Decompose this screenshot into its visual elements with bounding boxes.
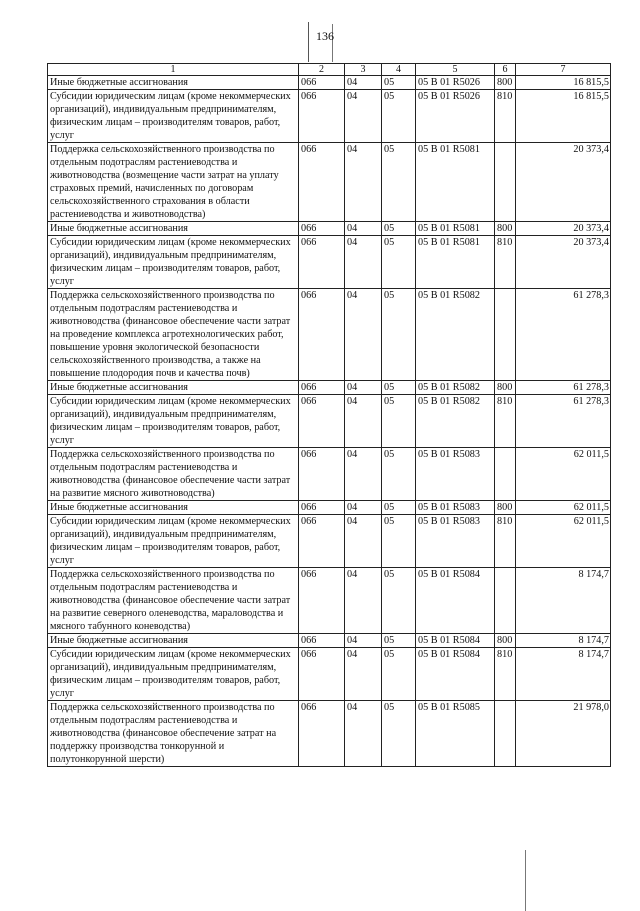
cell-name: Иные бюджетные ассигнования: [48, 634, 299, 648]
cell-amount: 8 174,7: [516, 568, 611, 634]
cell-ministry: 066: [299, 143, 345, 222]
cell-subsection: 05: [382, 222, 416, 236]
cell-amount: 61 278,3: [516, 289, 611, 381]
cell-expense-type: [495, 701, 516, 767]
cell-expense-type: [495, 568, 516, 634]
cell-ministry: 066: [299, 634, 345, 648]
cell-subsection: 05: [382, 634, 416, 648]
page-number: 136: [316, 29, 334, 43]
cell-subsection: 05: [382, 515, 416, 568]
cell-ministry: 066: [299, 515, 345, 568]
cell-target: 05 В 01 R5082: [416, 381, 495, 395]
cell-amount: 61 278,3: [516, 395, 611, 448]
cell-section: 04: [345, 90, 382, 143]
cell-expense-type: 800: [495, 501, 516, 515]
cell-section: 04: [345, 515, 382, 568]
cell-subsection: 05: [382, 448, 416, 501]
cell-name: Поддержка сельскохозяйственного производства по отдельным подотраслям растениеводства и животноводства (финансовое обеспечение части затрат на развитие мясного животноводства): [48, 448, 299, 501]
cell-subsection: 05: [382, 143, 416, 222]
cell-subsection: 05: [382, 648, 416, 701]
cell-subsection: 05: [382, 76, 416, 90]
table-row: [48, 448, 611, 501]
cell-name: Субсидии юридическим лицам (кроме некоммерческих организаций), индивидуальным предпринимателям, физическим лицам – производителям товаров, работ, услуг: [48, 648, 299, 701]
cell-expense-type: 800: [495, 381, 516, 395]
cell-ministry: 066: [299, 222, 345, 236]
cell-name: Поддержка сельскохозяйственного производства по отдельным подотраслям растениеводства и животноводства (возмещение части затрат на уплату страховых премий, начисленных по договорам сельскохозяйственного страхования в области растениеводства и животноводства): [48, 143, 299, 222]
cell-name: Иные бюджетные ассигнования: [48, 381, 299, 395]
scan-artifact-line: [525, 850, 526, 911]
table-row: [48, 395, 611, 448]
cell-ministry: 066: [299, 701, 345, 767]
cell-ministry: 066: [299, 395, 345, 448]
cell-expense-type: 810: [495, 515, 516, 568]
cell-subsection: 05: [382, 701, 416, 767]
cell-target: 05 В 01 R5083: [416, 515, 495, 568]
table-row: [48, 236, 611, 289]
cell-expense-type: [495, 448, 516, 501]
cell-name: Субсидии юридическим лицам (кроме некоммерческих организаций), индивидуальным предпринимателям, физическим лицам – производителям товаров, работ, услуг: [48, 90, 299, 143]
cell-amount: 8 174,7: [516, 634, 611, 648]
table-row: [48, 634, 611, 648]
scan-artifact-line: [308, 22, 309, 62]
cell-name: Иные бюджетные ассигнования: [48, 76, 299, 90]
cell-expense-type: 800: [495, 634, 516, 648]
cell-target: 05 В 01 R5084: [416, 634, 495, 648]
cell-amount: 61 278,3: [516, 381, 611, 395]
cell-ministry: 066: [299, 568, 345, 634]
cell-ministry: 066: [299, 381, 345, 395]
cell-amount: 20 373,4: [516, 236, 611, 289]
cell-target: 05 В 01 R5082: [416, 395, 495, 448]
cell-ministry: 066: [299, 76, 345, 90]
table-row: [48, 289, 611, 381]
cell-name: Иные бюджетные ассигнования: [48, 501, 299, 515]
cell-target: 05 В 01 R5083: [416, 448, 495, 501]
cell-name: Поддержка сельскохозяйственного производства по отдельным подотраслям растениеводства и животноводства (финансовое обеспечение части затрат на проведение комплекса агротехнологических работ, повышение уровня экологической безопасности сельскохозяйственного производства, а также на повышение плодородия почв и качества почв): [48, 289, 299, 381]
cell-ministry: 066: [299, 236, 345, 289]
cell-subsection: 05: [382, 381, 416, 395]
column-header: 2: [299, 64, 345, 76]
table-row: [48, 381, 611, 395]
table-row: [48, 701, 611, 767]
table-row: [48, 515, 611, 568]
cell-ministry: 066: [299, 501, 345, 515]
cell-amount: 20 373,4: [516, 143, 611, 222]
cell-section: 04: [345, 568, 382, 634]
cell-section: 04: [345, 395, 382, 448]
cell-amount: 62 011,5: [516, 501, 611, 515]
column-header: 6: [495, 64, 516, 76]
cell-section: 04: [345, 381, 382, 395]
table-row: [48, 648, 611, 701]
cell-section: 04: [345, 701, 382, 767]
cell-subsection: 05: [382, 568, 416, 634]
cell-subsection: 05: [382, 289, 416, 381]
cell-target: 05 В 01 R5026: [416, 76, 495, 90]
cell-amount: 16 815,5: [516, 90, 611, 143]
cell-expense-type: 810: [495, 90, 516, 143]
cell-section: 04: [345, 289, 382, 381]
cell-name: Субсидии юридическим лицам (кроме некоммерческих организаций), индивидуальным предпринимателям, физическим лицам – производителям товаров, работ, услуг: [48, 236, 299, 289]
cell-target: 05 В 01 R5082: [416, 289, 495, 381]
table-row: [48, 76, 611, 90]
column-header: 4: [382, 64, 416, 76]
cell-subsection: 05: [382, 236, 416, 289]
cell-section: 04: [345, 634, 382, 648]
table-header-row: [48, 64, 611, 76]
cell-expense-type: 810: [495, 236, 516, 289]
cell-expense-type: [495, 143, 516, 222]
cell-target: 05 В 01 R5085: [416, 701, 495, 767]
cell-section: 04: [345, 448, 382, 501]
cell-amount: 8 174,7: [516, 648, 611, 701]
cell-target: 05 В 01 R5081: [416, 236, 495, 289]
cell-section: 04: [345, 222, 382, 236]
cell-subsection: 05: [382, 395, 416, 448]
cell-section: 04: [345, 648, 382, 701]
cell-expense-type: [495, 289, 516, 381]
cell-name: Иные бюджетные ассигнования: [48, 222, 299, 236]
budget-table: [47, 63, 611, 767]
table-row: [48, 143, 611, 222]
cell-ministry: 066: [299, 90, 345, 143]
cell-target: 05 В 01 R5081: [416, 143, 495, 222]
cell-name: Поддержка сельскохозяйственного производства по отдельным подотраслям растениеводства и животноводства (финансовое обеспечение затрат на поддержку производства тонкорунной и полутонкорунной шерсти): [48, 701, 299, 767]
cell-name: Субсидии юридическим лицам (кроме некоммерческих организаций), индивидуальным предпринимателям, физическим лицам – производителям товаров, работ, услуг: [48, 395, 299, 448]
cell-subsection: 05: [382, 501, 416, 515]
cell-subsection: 05: [382, 90, 416, 143]
column-header: 5: [416, 64, 495, 76]
cell-name: Поддержка сельскохозяйственного производства по отдельным подотраслям растениеводства и животноводства (финансовое обеспечение части затрат на развитие северного оленеводства, мараловодства и мясного табунного коневодства): [48, 568, 299, 634]
table-row: [48, 90, 611, 143]
table-row: [48, 568, 611, 634]
column-header: 3: [345, 64, 382, 76]
cell-section: 04: [345, 501, 382, 515]
table-row: [48, 222, 611, 236]
cell-expense-type: 800: [495, 222, 516, 236]
cell-ministry: 066: [299, 648, 345, 701]
cell-expense-type: 800: [495, 76, 516, 90]
cell-ministry: 066: [299, 289, 345, 381]
cell-expense-type: 810: [495, 395, 516, 448]
cell-expense-type: 810: [495, 648, 516, 701]
cell-section: 04: [345, 143, 382, 222]
cell-name: Субсидии юридическим лицам (кроме некоммерческих организаций), индивидуальным предпринимателям, физическим лицам – производителям товаров, работ, услуг: [48, 515, 299, 568]
cell-amount: 21 978,0: [516, 701, 611, 767]
cell-amount: 16 815,5: [516, 76, 611, 90]
cell-target: 05 В 01 R5026: [416, 90, 495, 143]
table-row: [48, 501, 611, 515]
column-header: 1: [48, 64, 299, 76]
cell-amount: 20 373,4: [516, 222, 611, 236]
cell-section: 04: [345, 76, 382, 90]
column-header: 7: [516, 64, 611, 76]
cell-ministry: 066: [299, 448, 345, 501]
cell-target: 05 В 01 R5084: [416, 568, 495, 634]
cell-target: 05 В 01 R5081: [416, 222, 495, 236]
cell-amount: 62 011,5: [516, 448, 611, 501]
cell-section: 04: [345, 236, 382, 289]
cell-amount: 62 011,5: [516, 515, 611, 568]
cell-target: 05 В 01 R5083: [416, 501, 495, 515]
cell-target: 05 В 01 R5084: [416, 648, 495, 701]
